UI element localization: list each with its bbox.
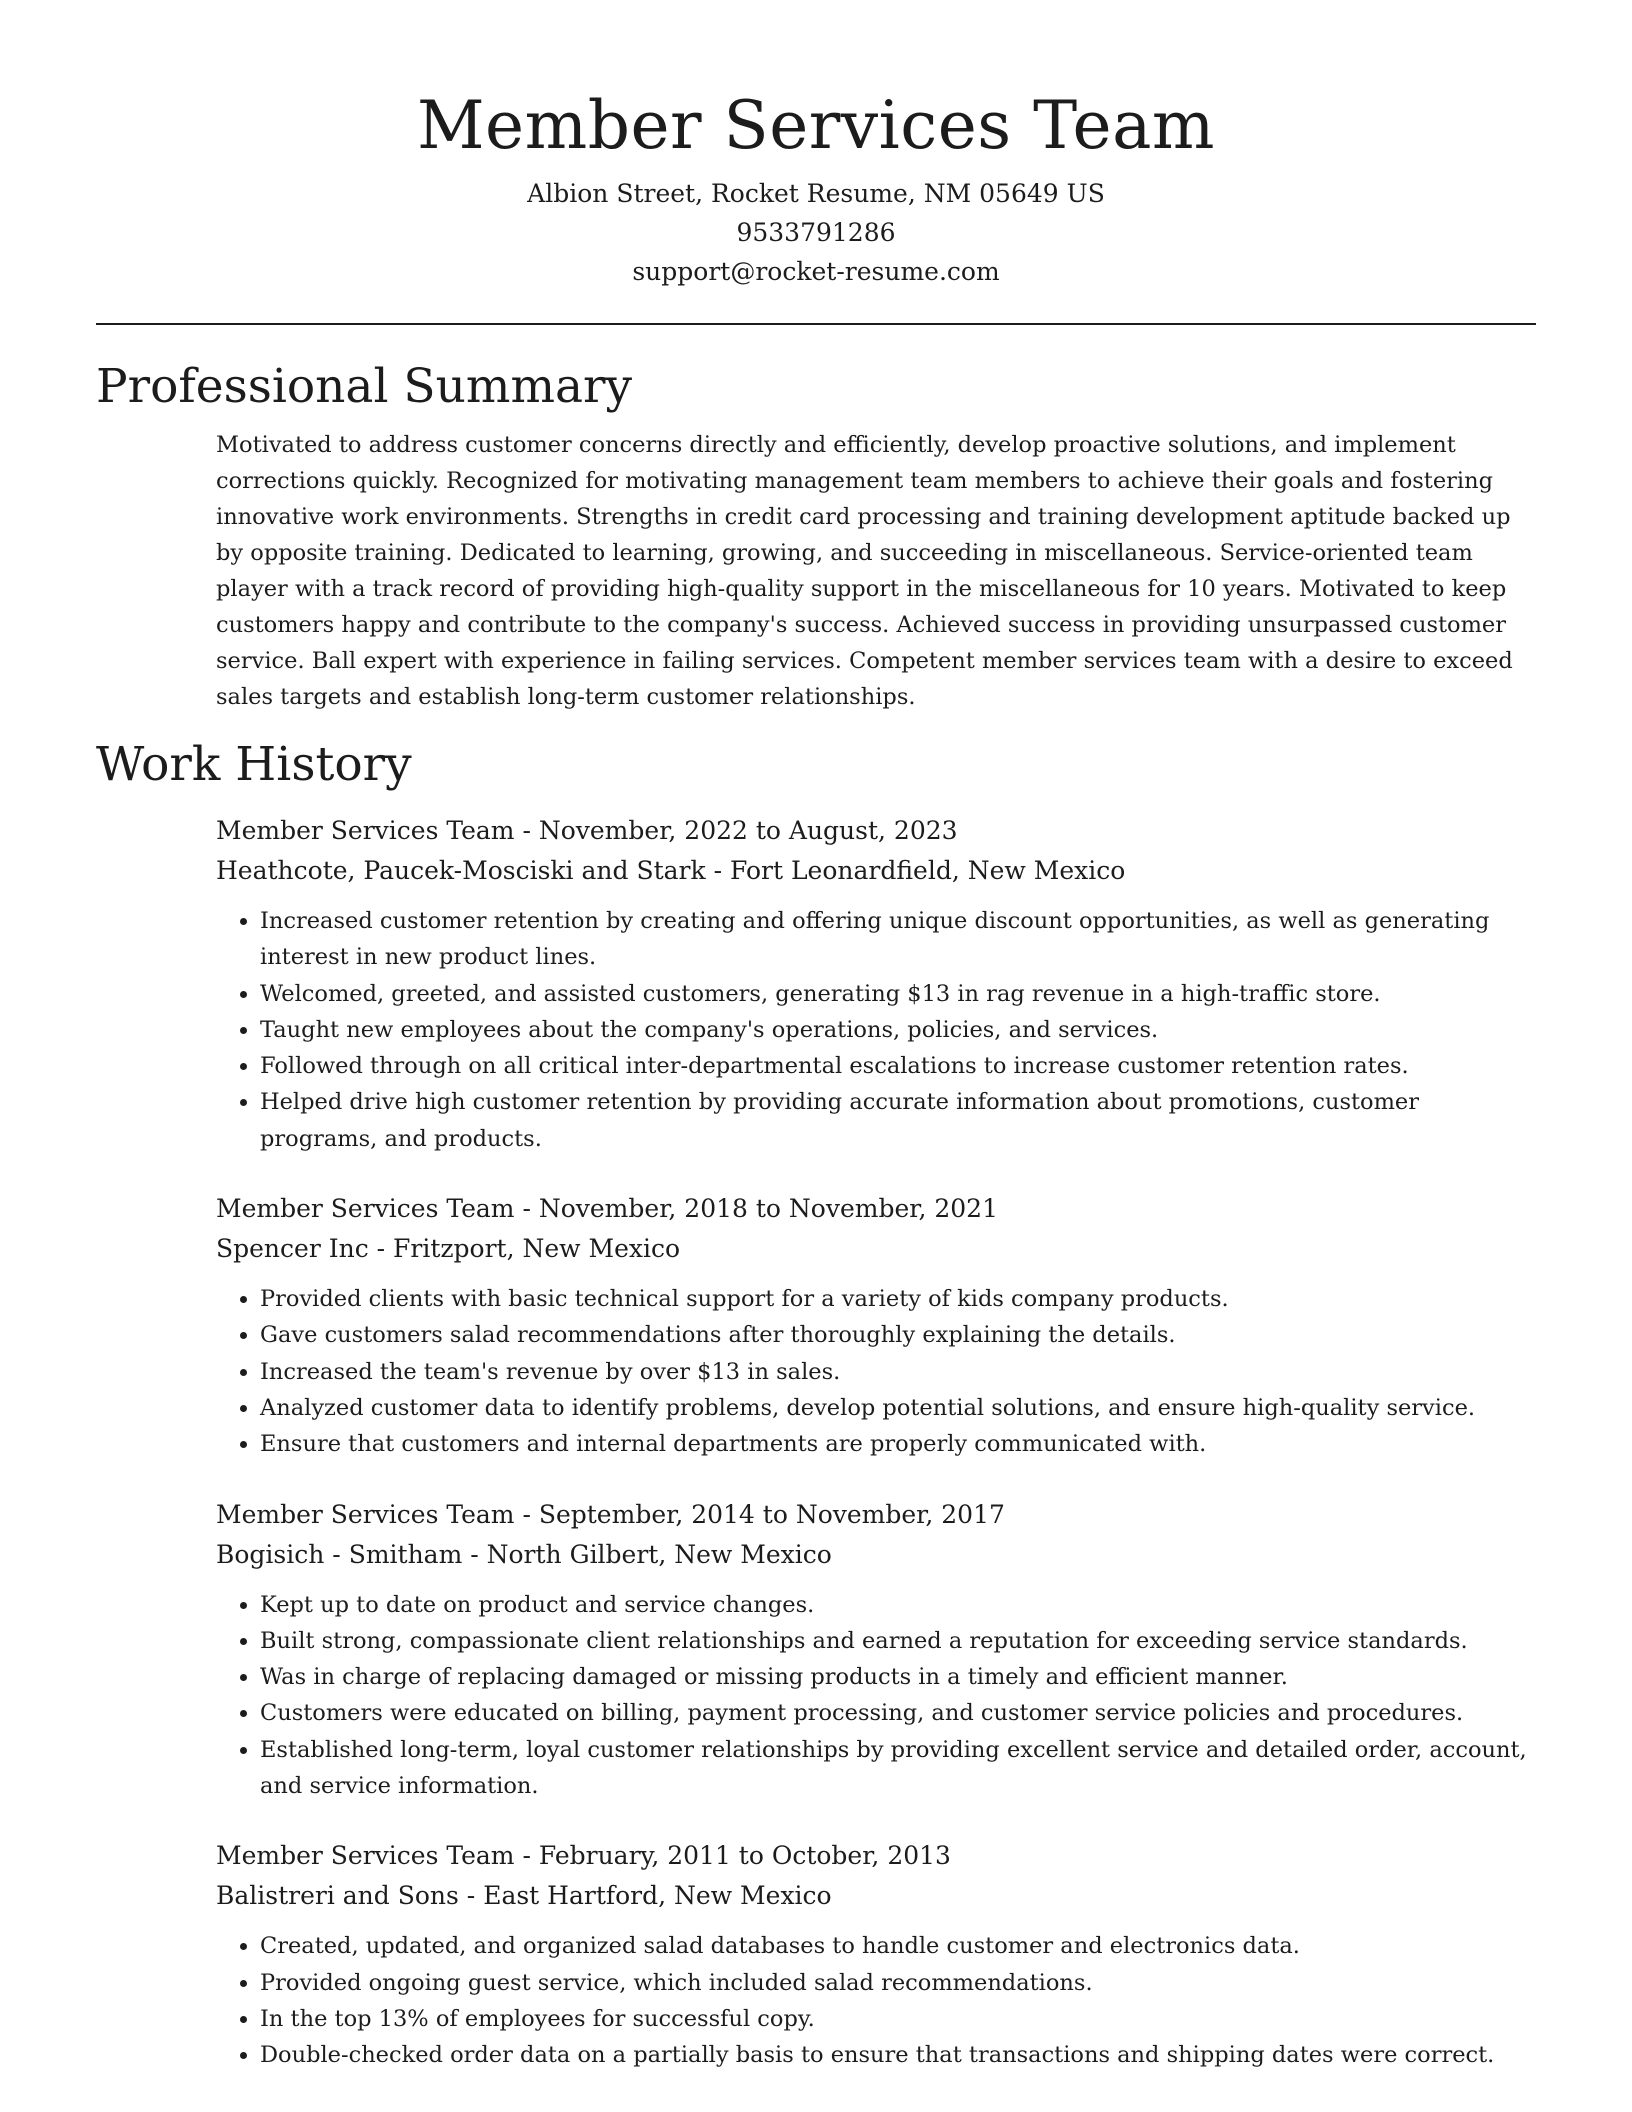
job-bullet: • Followed through on all critical inter-departmental escalations to increase customer retention rates.: [260, 1048, 1536, 1084]
job-entry: [216, 1189, 1536, 1462]
job-bullets: [216, 1281, 1536, 1462]
job-location: - North Gilbert, New Mexico: [462, 1539, 832, 1569]
job-bullet: • Established long-term, loyal customer relationships by providing excellent service and detailed order, account, and service information.: [260, 1732, 1536, 1805]
job-role: Member Services Team: [216, 1841, 515, 1871]
job-entry: [216, 1495, 1536, 1805]
job-bullet: • Increased the team's revenue by over $13 in sales.: [260, 1354, 1536, 1390]
section-title-work-history: Work History: [96, 737, 412, 792]
resume-header: [96, 0, 1536, 291]
job-bullets: [216, 903, 1536, 1157]
job-bullet: • Kept up to date on product and service changes.: [260, 1587, 1536, 1623]
job-bullet: • Created, updated, and organized salad databases to handle customer and electronics data.: [260, 1928, 1536, 1964]
job-bullet: • In the top 13% of employees for successful copy.: [260, 2001, 1536, 2037]
job-role: Member Services Team: [216, 1194, 515, 1224]
contact-phone: 9533791286: [736, 218, 896, 247]
job-dates: - February, 2011 to October, 2013: [514, 1841, 951, 1871]
job-company: Bogisich - Smitham: [216, 1539, 463, 1569]
job-bullet: • Was in charge of replacing damaged or missing products in a timely and efficient manner.: [260, 1659, 1536, 1695]
job-bullet: • Provided ongoing guest service, which included salad recommendations.: [260, 1965, 1536, 2001]
summary-text: Motivated to address customer concerns directly and efficiently, develop proactive solutions, and implement corrections quickly. Recognized for motivating management team members to achieve their goals and fostering innovative work environments. Strengths in credit card processing and training development aptitude backed up by opposite training. Dedicated to learning, growing, and succeeding in miscellaneous. Service-oriented team player with a track record of providing high-quality support in the miscellaneous for 10 years. Motivated to keep customers happy and contribute to the company's success. Achieved success in providing unsurpassed customer service. Ball expert with experience in failing services. Competent member services team with a desire to exceed sales targets and establish long-term customer relationships.: [216, 432, 1513, 710]
job-role: Member Services Team: [216, 1499, 515, 1529]
section-title-summary: Professional Summary: [96, 359, 633, 414]
job-company-line: [216, 1229, 1536, 1269]
contact-email: support@rocket-resume.com: [632, 257, 1000, 286]
job-title-line: [216, 1495, 1536, 1535]
job-company-line: [216, 1535, 1536, 1575]
job-dates: - November, 2018 to November, 2021: [514, 1194, 998, 1224]
job-bullets: [216, 1928, 1536, 2073]
job-location: - Fritzport, New Mexico: [368, 1234, 681, 1264]
job-company-line: [216, 851, 1536, 891]
job-bullet: • Taught new employees about the company's operations, policies, and services.: [260, 1012, 1536, 1048]
job-title-line: [216, 1836, 1536, 1876]
job-bullet: • Gave customers salad recommendations after thoroughly explaining the details.: [260, 1317, 1536, 1353]
job-location: - East Hartford, New Mexico: [458, 1881, 832, 1911]
job-dates: - November, 2022 to August, 2023: [514, 816, 958, 845]
job-bullet: • Analyzed customer data to identify problems, develop potential solutions, and ensure high-quality service.: [260, 1390, 1536, 1426]
job-bullet: • Ensure that customers and internal departments are properly communicated with.: [260, 1426, 1536, 1462]
candidate-name: Member Services Team: [416, 87, 1216, 164]
job-bullet: • Provided clients with basic technical support for a variety of kids company products.: [260, 1281, 1536, 1317]
header-divider: [96, 323, 1536, 325]
job-title-line: [216, 1189, 1536, 1229]
job-entry: [216, 811, 1536, 1157]
job-company: Heathcote, Paucek-Mosciski and Stark: [216, 856, 706, 885]
job-bullets: [216, 1587, 1536, 1805]
job-company: Spencer Inc: [216, 1234, 369, 1264]
job-company: Balistreri and Sons: [216, 1881, 459, 1911]
job-bullet: • Double-checked order data on a partially basis to ensure that transactions and shipping dates were correct.: [260, 2037, 1536, 2073]
contact-address: Albion Street, Rocket Resume, NM 05649 US: [527, 179, 1105, 208]
job-role: Member Services Team: [216, 816, 515, 845]
job-title-line: [216, 811, 1536, 851]
job-bullet: • Customers were educated on billing, payment processing, and customer service policies and procedures.: [260, 1695, 1536, 1731]
job-bullet: • Helped drive high customer retention by providing accurate information about promotions, customer programs, and products.: [260, 1084, 1536, 1157]
job-location: - Fort Leonardfield, New Mexico: [705, 856, 1126, 885]
contact-block: [96, 174, 1536, 291]
job-bullet: • Increased customer retention by creating and offering unique discount opportunities, as well as generating interest in new product lines.: [260, 903, 1536, 976]
job-entry: [216, 1836, 1536, 2073]
job-bullet: • Built strong, compassionate client relationships and earned a reputation for exceeding service standards.: [260, 1623, 1536, 1659]
job-dates: - September, 2014 to November, 2017: [514, 1499, 1005, 1529]
job-bullet: • Welcomed, greeted, and assisted customers, generating $13 in rag revenue in a high-traffic store.: [260, 976, 1536, 1012]
job-company-line: [216, 1876, 1536, 1916]
